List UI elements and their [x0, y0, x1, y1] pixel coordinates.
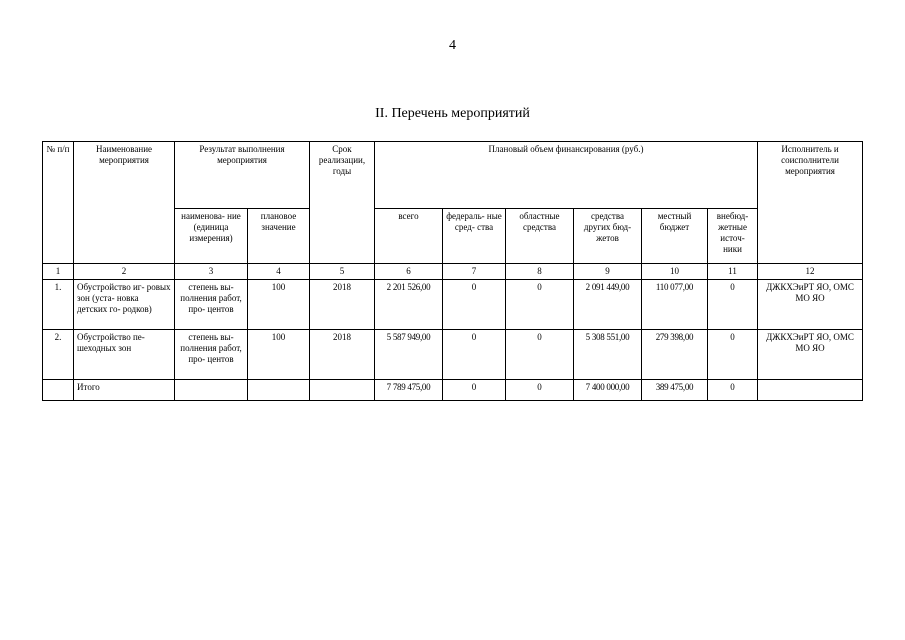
- column-number: 3: [175, 264, 248, 280]
- column-number: 9: [574, 264, 642, 280]
- page-number: 4: [449, 38, 456, 53]
- row-extra: 0: [708, 330, 758, 380]
- row-local: 110 077,00: [642, 280, 708, 330]
- row-num: 2.: [43, 330, 74, 380]
- row-result-value: 100: [248, 330, 310, 380]
- total-local: 389 475,00: [642, 380, 708, 401]
- total-empty-cell: [175, 380, 248, 401]
- column-number: 7: [443, 264, 506, 280]
- row-result-name: степень вы- полнения работ, про- центов: [175, 280, 248, 330]
- total-regional: 0: [506, 380, 574, 401]
- total-other-budgets: 7 400 000,00: [574, 380, 642, 401]
- column-number: 4: [248, 264, 310, 280]
- row-total: 2 201 526,00: [375, 280, 443, 330]
- row-regional: 0: [506, 330, 574, 380]
- row-total: 5 587 949,00: [375, 330, 443, 380]
- row-local: 279 398,00: [642, 330, 708, 380]
- events-table: [42, 141, 863, 401]
- row-period: 2018: [310, 330, 375, 380]
- column-number: 8: [506, 264, 574, 280]
- total-extra: 0: [708, 380, 758, 401]
- total-label: Итого: [74, 380, 175, 401]
- column-number: 1: [43, 264, 74, 280]
- header-local: местный бюджет: [642, 209, 708, 264]
- header-row-top: [43, 142, 863, 209]
- total-row: [43, 380, 863, 401]
- row-num: 1.: [43, 280, 74, 330]
- section-title: II. Перечень мероприятий: [375, 106, 530, 121]
- total-empty-cell: [758, 380, 863, 401]
- column-number: 5: [310, 264, 375, 280]
- row-name: Обустройство иг- ровых зон (уста- новка детских го- родков): [74, 280, 175, 330]
- header-regional: областные средства: [506, 209, 574, 264]
- row-result-value: 100: [248, 280, 310, 330]
- row-result-name: степень вы- полнения работ, про- центов: [175, 330, 248, 380]
- total-empty-cell: [310, 380, 375, 401]
- row-extra: 0: [708, 280, 758, 330]
- total-federal: 0: [443, 380, 506, 401]
- header-federal: федераль- ные сред- ства: [443, 209, 506, 264]
- table-row: [43, 330, 863, 380]
- header-other-budgets: средства других бюд- жетов: [574, 209, 642, 264]
- header-financing: Плановый объем финансирования (руб.): [375, 142, 758, 209]
- total-empty-cell: [43, 380, 74, 401]
- header-result-name: наименова- ние (единица измерения): [175, 209, 248, 264]
- row-period: 2018: [310, 280, 375, 330]
- row-executor: ДЖКХЭиРТ ЯО, ОМС МО ЯО: [758, 280, 863, 330]
- header-result: Результат выполнения мероприятия: [175, 142, 310, 209]
- column-number: 11: [708, 264, 758, 280]
- header-result-value: плановое значение: [248, 209, 310, 264]
- column-number: 6: [375, 264, 443, 280]
- header-period: Срок реализации, годы: [310, 142, 375, 264]
- column-number: 2: [74, 264, 175, 280]
- header-executor: Исполнитель и соисполнители мероприятия: [758, 142, 863, 264]
- header-extra: внебюд- жетные источ- ники: [708, 209, 758, 264]
- row-federal: 0: [443, 280, 506, 330]
- column-number: 10: [642, 264, 708, 280]
- row-other-budgets: 2 091 449,00: [574, 280, 642, 330]
- row-regional: 0: [506, 280, 574, 330]
- row-other-budgets: 5 308 551,00: [574, 330, 642, 380]
- header-total: всего: [375, 209, 443, 264]
- row-executor: ДЖКХЭиРТ ЯО, ОМС МО ЯО: [758, 330, 863, 380]
- column-number: 12: [758, 264, 863, 280]
- table-row: [43, 280, 863, 330]
- header-num: № п/п: [43, 142, 74, 264]
- row-name: Обустройство пе- шеходных зон: [74, 330, 175, 380]
- total-empty-cell: [248, 380, 310, 401]
- header-name: Наименование мероприятия: [74, 142, 175, 264]
- column-number-row: [43, 264, 863, 280]
- row-federal: 0: [443, 330, 506, 380]
- total-sum: 7 789 475,00: [375, 380, 443, 401]
